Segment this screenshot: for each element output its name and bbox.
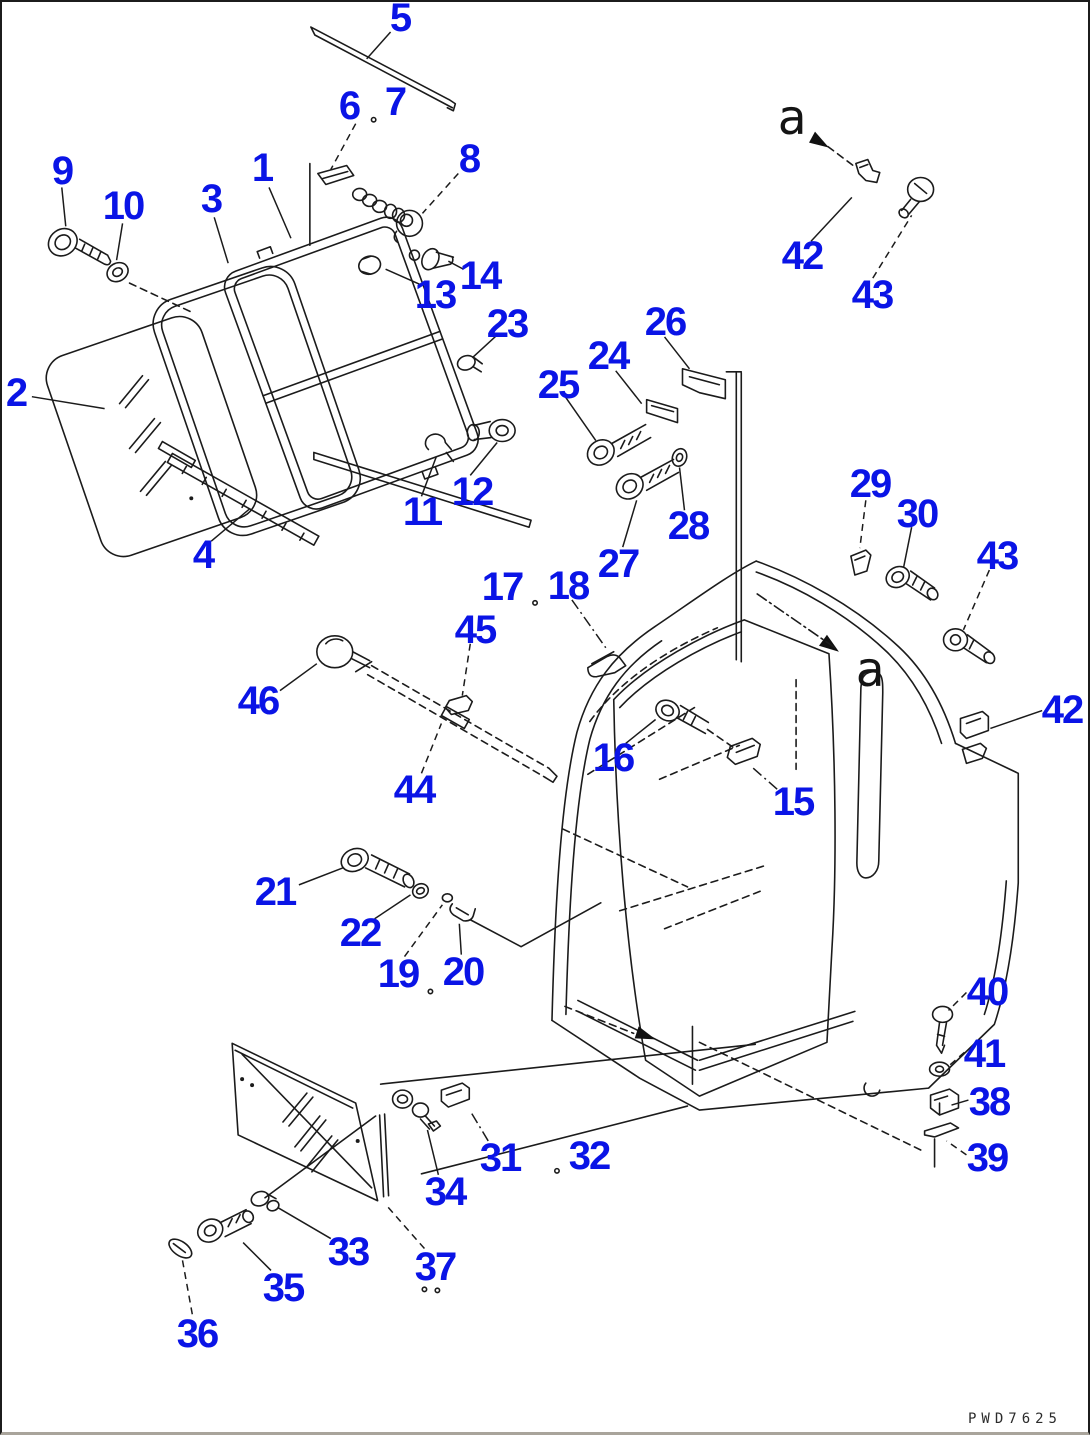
leader-line-38 bbox=[952, 1100, 969, 1105]
leader-line-8 bbox=[422, 174, 458, 214]
part-label-22: 22 bbox=[339, 911, 381, 955]
part-label-11: 11 bbox=[402, 490, 442, 534]
part-label-4: 4 bbox=[192, 533, 214, 577]
part-label-42-top: 42 bbox=[781, 234, 823, 278]
part-label-37: 37 bbox=[414, 1245, 456, 1289]
part-label-1: 1 bbox=[251, 146, 273, 190]
part-label-26: 26 bbox=[644, 300, 686, 344]
part-label-14: 14 bbox=[459, 254, 501, 298]
part-label-34: 34 bbox=[424, 1170, 466, 1214]
part-label-40: 40 bbox=[966, 970, 1008, 1014]
leader-line-39 bbox=[947, 1141, 967, 1155]
leader-line-1 bbox=[269, 187, 291, 238]
leader-line-10 bbox=[117, 223, 123, 260]
separator-dot-0 bbox=[371, 118, 375, 122]
leader-line-42-right bbox=[990, 711, 1042, 729]
part-label-25: 25 bbox=[537, 363, 579, 407]
leader-line-29 bbox=[860, 500, 866, 548]
part-label-41: 41 bbox=[963, 1032, 1005, 1076]
part-label-23: 23 bbox=[486, 302, 528, 346]
part-label-10: 10 bbox=[102, 184, 144, 228]
leader-line-19 bbox=[405, 905, 443, 957]
part-label-27: 27 bbox=[597, 542, 639, 586]
part-label-28: 28 bbox=[667, 504, 709, 548]
separator-dot-1 bbox=[533, 601, 537, 605]
part-label-19: 19 bbox=[377, 952, 419, 996]
leader-line-9 bbox=[62, 187, 66, 226]
part-label-31: 31 bbox=[479, 1136, 521, 1180]
part-label-2: 2 bbox=[5, 371, 27, 415]
part-label-12: 12 bbox=[451, 470, 493, 514]
leader-line-5 bbox=[367, 32, 391, 59]
part-label-6: 6 bbox=[338, 84, 360, 128]
leader-line-44 bbox=[421, 723, 441, 773]
part-label-29: 29 bbox=[849, 462, 891, 506]
part-label-24: 24 bbox=[587, 334, 629, 378]
part-label-5: 5 bbox=[389, 0, 411, 40]
part-label-38: 38 bbox=[968, 1080, 1010, 1124]
leader-line-27 bbox=[623, 500, 637, 547]
part-label-7: 7 bbox=[384, 80, 406, 124]
part-label-43-right: 43 bbox=[976, 534, 1018, 578]
part-label-46: 46 bbox=[237, 679, 279, 723]
leader-line-3 bbox=[214, 217, 228, 263]
part-label-39: 39 bbox=[966, 1136, 1008, 1180]
part-label-45: 45 bbox=[454, 608, 496, 652]
leader-line-46 bbox=[280, 664, 317, 691]
part-label-13: 13 bbox=[414, 273, 456, 317]
leader-line-36 bbox=[182, 1260, 192, 1315]
part-label-44: 44 bbox=[393, 768, 435, 812]
part-label-8: 8 bbox=[458, 137, 480, 181]
part-label-20: 20 bbox=[442, 950, 484, 994]
leader-overlay bbox=[2, 2, 1088, 1432]
part-label-35: 35 bbox=[262, 1266, 304, 1310]
leader-line-33 bbox=[278, 1208, 331, 1239]
leader-line-21 bbox=[299, 868, 343, 885]
leader-line-41 bbox=[949, 1052, 965, 1066]
part-label-32: 32 bbox=[568, 1134, 610, 1178]
part-label-18: 18 bbox=[547, 564, 589, 608]
part-label-36: 36 bbox=[176, 1312, 218, 1356]
part-label-21: 21 bbox=[254, 870, 296, 914]
view-letter-a-cab: a bbox=[855, 642, 885, 698]
part-label-43-top: 43 bbox=[851, 273, 893, 317]
part-label-16: 16 bbox=[592, 736, 634, 780]
leader-line-6 bbox=[331, 124, 356, 170]
part-label-33: 33 bbox=[327, 1230, 369, 1274]
leader-line-43-top bbox=[873, 215, 912, 278]
leader-line-34 bbox=[427, 1130, 438, 1175]
part-label-30: 30 bbox=[896, 492, 938, 536]
leader-line-37 bbox=[388, 1207, 425, 1249]
leader-line-43-right bbox=[963, 570, 989, 630]
view-letter-a-top-right: a bbox=[777, 90, 807, 146]
part-label-3: 3 bbox=[200, 177, 222, 221]
watermark: PWD7625 bbox=[967, 1411, 1062, 1427]
separator-dot-3 bbox=[555, 1169, 559, 1173]
leader-line-2 bbox=[32, 397, 105, 409]
part-label-15: 15 bbox=[772, 780, 814, 824]
part-label-9: 9 bbox=[51, 149, 73, 193]
part-label-42-right: 42 bbox=[1041, 688, 1083, 732]
leader-line-40 bbox=[949, 992, 967, 1010]
part-label-17: 17 bbox=[481, 565, 523, 609]
separator-dot-2 bbox=[428, 989, 432, 993]
leader-line-4 bbox=[211, 509, 249, 541]
